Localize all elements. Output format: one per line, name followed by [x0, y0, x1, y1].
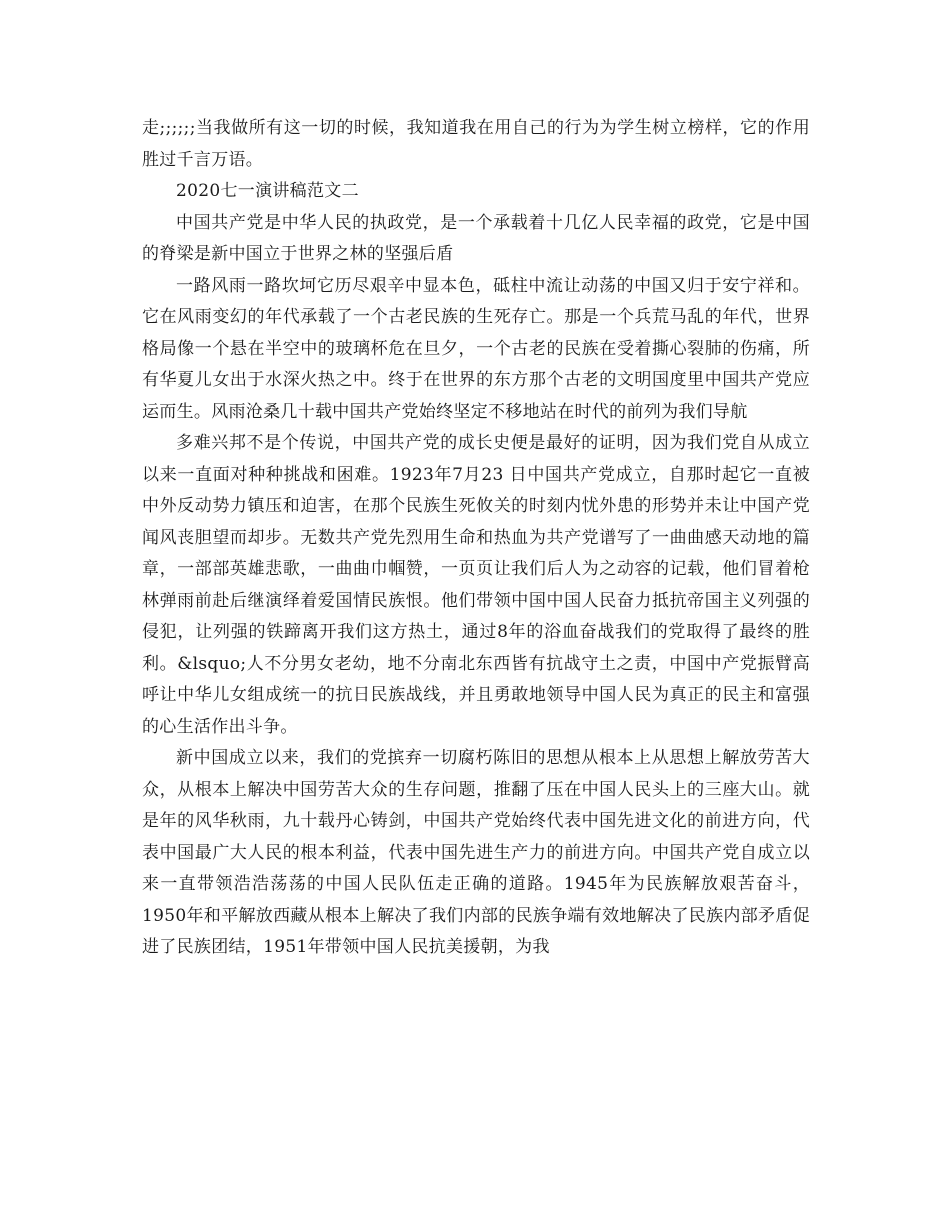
section-heading: 2020七一演讲稿范文二: [176, 181, 359, 201]
paragraph: 多难兴邦不是个传说，中国共产党的成长史便是最好的证明，因为我们党自从成立以来一直面对种种挑战和困难。1923年7月23 日中国共产党成立，自那时起它一直被中外反动势力镇压和迫害，在那个民族生死攸关的时刻内忧外患的形势并未让中国产党闻风丧胆望而却步。无数共产党先烈用生命和热血为共产党谱写了一曲曲感天动地的篇章，一部部英雄悲歌，一曲曲巾帼赞，一页页让我们后人为之动容的记载，他们冒着枪林弹雨前赴后继演绎着爱国情民族恨。他们带领中国中国人民奋力抵抗帝国主义列强的侵犯，让列强的铁蹄离开我们这方热土，通过8年的浴血奋战我们的党取得了最终的胜利。&lsquo;人不分男女老幼，地不分南北东西皆有抗战守土之责，中国中产党振臂高呼让中华儿女组成统一的抗日民族战线，并且勇敢地领导中国人民为真正的民主和富强的心生活作出斗争。: [142, 433, 810, 737]
paragraph: 新中国成立以来，我们的党摈弃一切腐朽陈旧的思想从根本上从思想上解放劳苦大众，从根本上解决中国劳苦大众的生存问题，推翻了压在中国人民头上的三座大山。就是年的风华秋雨，九十载丹心铸剑，中国共产党始终代表中国先进文化的前进方向，代表中国最广大人民的根本利益，代表中国先进生产力的前进方向。中国共产党自成立以来一直带领浩浩荡荡的中国人民队伍走正确的道路。1945年为民族解放艰苦奋斗，1950年和平解放西藏从根本上解决了我们内部的民族争端有效地解决了民族内部矛盾促进了民族团结，1951年带领中国人民抗美援朝，为我: [142, 748, 810, 957]
document-body: [142, 113, 810, 964]
paragraph: 中国共产党是中华人民的执政党，是一个承载着十几亿人民幸福的政党，它是中国的脊梁是新中国立于世界之林的坚强后盾: [142, 212, 810, 264]
paragraph: 一路风雨一路坎坷它历尽艰辛中显本色，砥柱中流让动荡的中国又归于安宁祥和。它在风雨变幻的年代承载了一个古老民族的生死存亡。那是一个兵荒马乱的年代，世界格局像一个悬在半空中的玻璃杯危在旦夕，一个古老的民族在受着撕心裂肺的伤痛，所有华夏儿女出于水深火热之中。终于在世界的东方那个古老的文明国度里中国共产党应运而生。风雨沧桑几十载中国共产党始终坚定不移地站在时代的前列为我们导航: [142, 275, 810, 422]
paragraph-continuation: 走;;;;;;当我做所有这一切的时候，我知道我在用自己的行为为学生树立榜样，它的作用胜过千言万语。: [142, 118, 810, 170]
